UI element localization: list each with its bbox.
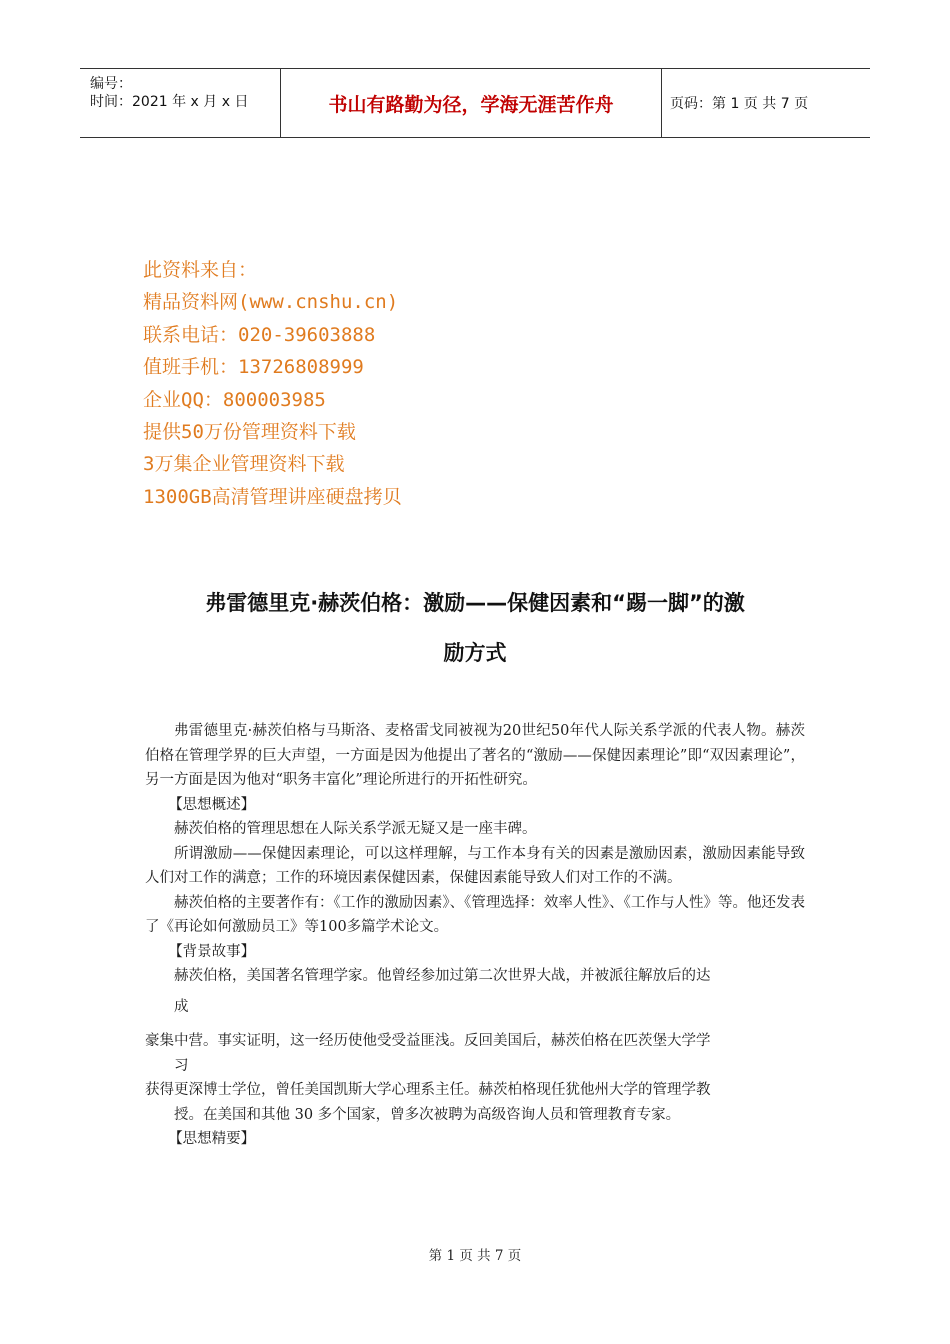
body-paragraph: 弗雷德里克·赫茨伯格与马斯洛、麦格雷戈同被视为20世纪50年代人际关系学派的代表人物。赫茨伯格在管理学界的巨大声望，一方面是因为他提出了著名的“激励——保健因素理论”即“双因素理论”，另一方面是因为他对“职务丰富化”理论所进行的开拓性研究。 [145, 723, 805, 788]
source-line: 企业QQ：800003985 [143, 388, 326, 411]
header-meta-cell [80, 69, 281, 137]
source-line: 1300GB高清管理讲座硬盘拷贝 [143, 485, 402, 508]
header-page-info: 页码：第 1 页 共 7 页 [670, 96, 809, 112]
body-paragraph: 获得更深博士学位，曾任美国凯斯大学心理系主任。赫茨柏格现任犹他州大学的管理学教 [145, 1082, 711, 1098]
header-motto: 书山有路勤为径，学海无涯苦作舟 [281, 69, 662, 137]
page-footer: 第 1 页 共 7 页 [428, 1248, 522, 1264]
article-title-line: 弗雷德里克·赫茨伯格：激励——保健因素和“踢一脚”的激 [205, 591, 745, 615]
source-line: 3万集企业管理资料下载 [143, 453, 345, 476]
article-body [145, 719, 805, 1152]
body-paragraph: 授。在美国和其他 30 多个国家，曾多次被聘为高级咨询人员和管理教育专家。 [174, 1106, 681, 1123]
body-paragraph: 赫茨伯格的管理思想在人际关系学派无疑又是一座丰碑。 [174, 821, 537, 837]
section-heading: 【背景故事】 [168, 943, 256, 960]
body-paragraph: 赫茨伯格，美国著名管理学家。他曾经参加过第二次世界大战，并被派往解放后的达 [174, 968, 711, 984]
source-line: 精品资料网(www.cnshu.cn) [143, 291, 399, 314]
source-info-block [143, 254, 402, 513]
source-line: 提供50万份管理资料下载 [143, 421, 356, 444]
source-line: 此资料来自： [143, 259, 258, 281]
document-number-label: 编号： [90, 76, 132, 92]
body-fragment: 习 [174, 1057, 189, 1074]
document-date-label: 时间：2021 年 x 月 x 日 [90, 94, 249, 110]
section-heading: 【思想精要】 [168, 1131, 256, 1147]
body-paragraph: 赫茨伯格的主要著作有：《工作的激励因素》、《管理选择：效率人性》、《工作与人性》等。他还发表了《再论如何激励员工》等100多篇学术论文。 [145, 894, 805, 935]
section-heading: 【思想概述】 [168, 796, 256, 813]
body-fragment: 成 [174, 998, 189, 1015]
source-line: 联系电话：020-39603888 [143, 323, 376, 346]
article-title-line: 励方式 [443, 641, 507, 665]
article-title [120, 578, 830, 678]
body-paragraph: 所谓激励——保健因素理论，可以这样理解，与工作本身有关的因素是激励因素，激励因素能导致人们对工作的满意；工作的环境因素保健因素，保健因素能导致人们对工作的不满。 [145, 845, 805, 886]
header-table [80, 68, 870, 138]
body-paragraph: 豪集中营。事实证明，这一经历使他受受益匪浅。反回美国后，赫茨伯格在匹茨堡大学学 [145, 1033, 711, 1049]
source-line: 值班手机：13726808999 [143, 356, 364, 379]
